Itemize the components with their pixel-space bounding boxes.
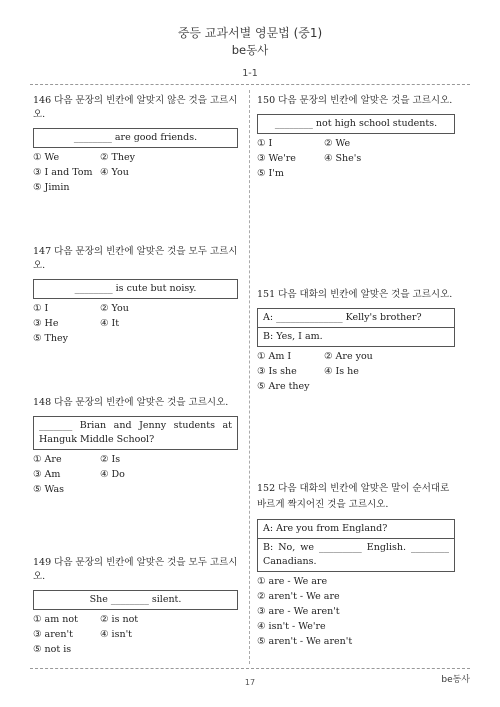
question-146 (33, 94, 238, 196)
choice-list (257, 137, 455, 182)
choice-5[interactable]: ⑤ Are they (257, 381, 310, 392)
question-prompt: 148 다음 문장의 빈칸에 알맞은 것을 고르시오. (33, 397, 229, 408)
choice-4[interactable]: ④ isn't - We're (257, 621, 326, 632)
choice-2[interactable]: ② You (100, 303, 129, 314)
question-box: ________ are good friends. (33, 128, 238, 148)
footer-section-label: be동사 (441, 675, 470, 685)
dialogue-box (257, 308, 455, 347)
question-prompt: 149 다음 문장의 빈칸에 알맞은 것을 모두 고르시오. (33, 557, 238, 582)
document-title: 중등 교과서별 영문법 (중1) (177, 26, 323, 40)
question-150 (257, 94, 455, 182)
choice-1[interactable]: ① are - We are (257, 576, 328, 587)
dialogue-box (257, 519, 455, 572)
question-152 (257, 481, 455, 650)
choice-4[interactable]: ④ Do (100, 469, 125, 480)
question-147 (33, 245, 238, 347)
question-prompt: 152 다음 대화의 빈칸에 알맞은 말이 순서대로 바르게 짝지어진 것을 고르시오. (257, 483, 450, 510)
choice-list (33, 151, 238, 196)
choice-2[interactable]: ② aren't - We are (257, 591, 340, 602)
choice-1[interactable]: ① am not (33, 614, 78, 625)
question-prompt: 150 다음 문장의 빈칸에 알맞은 것을 고르시오. (257, 95, 453, 106)
page-number: 17 (244, 678, 256, 687)
choice-2[interactable]: ② is not (100, 614, 139, 625)
choice-list (257, 350, 455, 395)
choice-2[interactable]: ② Are you (324, 351, 373, 362)
choice-5[interactable]: ⑤ Was (33, 484, 65, 495)
choice-list (33, 302, 238, 347)
choice-3[interactable]: ③ Am (33, 469, 61, 480)
top-divider (30, 84, 470, 85)
choice-4[interactable]: ④ isn't (100, 629, 132, 640)
question-prompt: 147 다음 문장의 빈칸에 알맞은 것을 모두 고르시오. (33, 246, 238, 271)
choice-3[interactable]: ③ Is she (257, 366, 297, 377)
choice-5[interactable]: ⑤ Jimin (33, 182, 70, 193)
choice-5[interactable]: ⑤ not is (33, 644, 72, 655)
choice-3[interactable]: ③ We're (257, 153, 296, 164)
dialogue-line-b: B: No, we _________ English. ________ Canadians. (258, 538, 454, 569)
choice-4[interactable]: ④ It (100, 318, 120, 329)
question-box: ________ not high school students. (257, 114, 455, 134)
choice-list (33, 613, 238, 658)
choice-list (33, 453, 238, 498)
choice-5[interactable]: ⑤ aren't - We aren't (257, 636, 353, 647)
choice-3[interactable]: ③ I and Tom (33, 167, 93, 178)
column-divider (249, 90, 250, 664)
question-148 (33, 396, 238, 498)
choice-1[interactable]: ① I (257, 138, 273, 149)
choice-5[interactable]: ⑤ I'm (257, 168, 284, 179)
choice-4[interactable]: ④ Is he (324, 366, 359, 377)
choice-1[interactable]: ① Am I (257, 351, 292, 362)
choice-2[interactable]: ② They (100, 152, 135, 163)
choice-3[interactable]: ③ He (33, 318, 59, 329)
choice-4[interactable]: ④ She's (324, 153, 362, 164)
question-prompt: 151 다음 대화의 빈칸에 알맞은 것을 고르시오. (257, 289, 453, 300)
question-149 (33, 556, 238, 658)
dialogue-line-a: A: Are you from England? (263, 523, 388, 534)
question-box: ________ is cute but noisy. (33, 279, 238, 299)
section-page-label: 1-1 (242, 68, 258, 79)
question-prompt: 146 다음 문장의 빈칸에 알맞지 않은 것을 고르시오. (33, 95, 238, 120)
choice-list (257, 575, 455, 650)
choice-1[interactable]: ① Are (33, 454, 62, 465)
choice-4[interactable]: ④ You (100, 167, 129, 178)
document-subtitle: be동사 (231, 43, 269, 57)
choice-3[interactable]: ③ aren't (33, 629, 73, 640)
choice-3[interactable]: ③ are - We aren't (257, 606, 340, 617)
bottom-divider (30, 668, 470, 669)
choice-2[interactable]: ② Is (100, 454, 121, 465)
choice-1[interactable]: ① We (33, 152, 60, 163)
choice-5[interactable]: ⑤ They (33, 333, 68, 344)
dialogue-line-a: A: ______________ Kelly's brother? (263, 312, 422, 323)
choice-2[interactable]: ② We (324, 138, 351, 149)
question-box: _______ Brian and Jenny students at Hanguk Middle School? (33, 416, 238, 450)
dialogue-line-b: B: Yes, I am. (258, 327, 454, 344)
question-151 (257, 288, 455, 395)
choice-1[interactable]: ① I (33, 303, 49, 314)
question-box: She ________ silent. (33, 590, 238, 610)
